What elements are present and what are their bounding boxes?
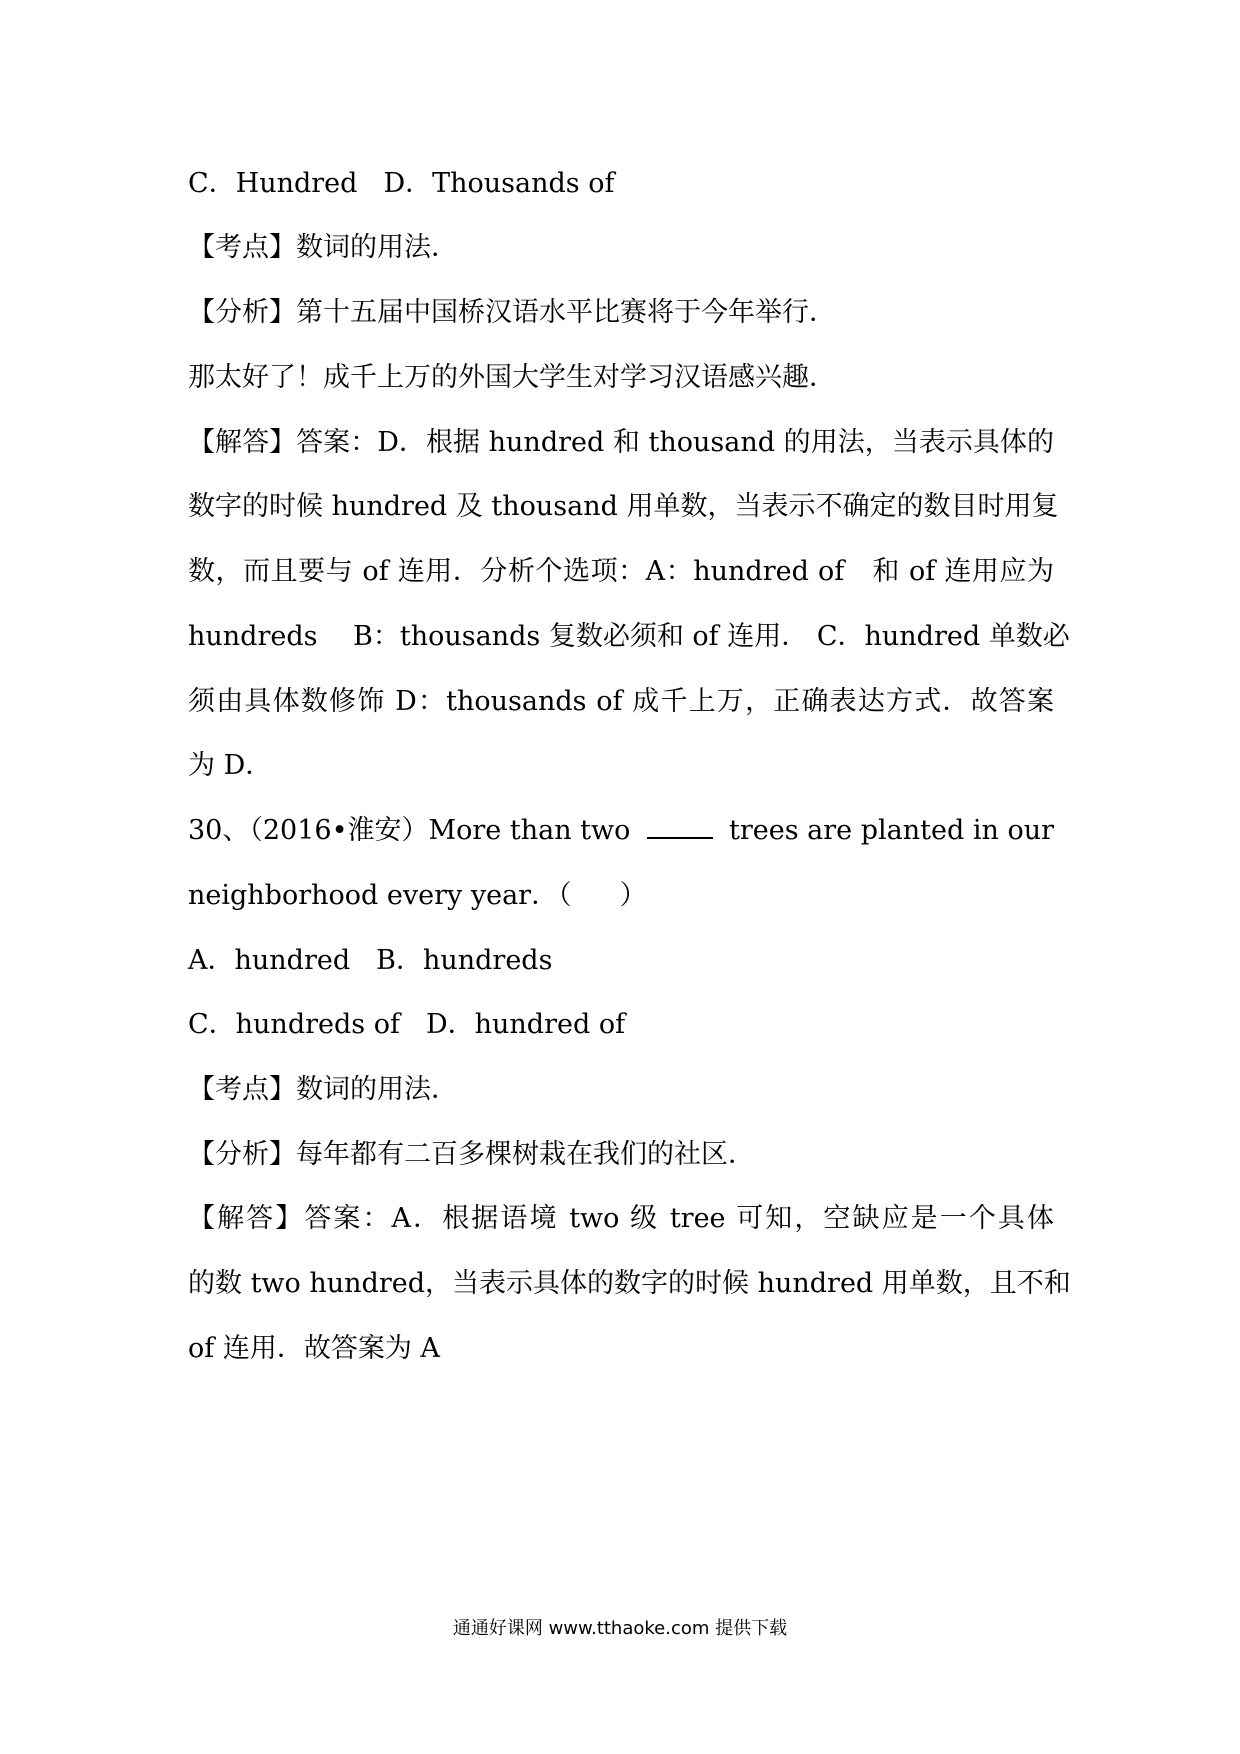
q30-fenxi: 【分析】每年都有二百多棵树栽在我们的社区． (188, 1139, 755, 1170)
q30-jieda-line-3: of 连用．故答案为 A (188, 1333, 440, 1364)
q30-options-ab (188, 941, 1054, 981)
prev-jieda-line-1: 【解答】答案：D．根据 hundred 和 thousand 的用法，当表示具体的 (188, 427, 1054, 458)
prev-jieda-line-5: 须由具体数修饰 D：thousands of 成千上万，正确表达方式．故答案 (188, 686, 1054, 717)
page-footer: 通通好课网 www.tthaoke.com 提供下载 (452, 1618, 788, 1639)
answer-blank (647, 811, 713, 839)
option-d: D．Thousands of (383, 168, 615, 199)
prev-jieda-line-6: 为 D． (188, 750, 273, 781)
prev-jieda-line-4: hundreds B：thousands 复数必须和 of 连用． C．hundred 单数必 (188, 621, 1070, 652)
q30-stem-before: 30、（2016•淮安）More than two (188, 815, 631, 846)
q30-options-cd (188, 1005, 1054, 1045)
q30-stem-after: trees are planted in our (729, 815, 1054, 846)
prev-options-cd (188, 164, 1054, 204)
prev-fenxi-line-2: 那太好了！成千上万的外国大学生对学习汉语感兴趣． (188, 362, 836, 393)
option-c: C．Hundred (188, 168, 358, 199)
q30-stem-line2-text: neighborhood every year．（ (188, 880, 572, 911)
prev-kaodian: 【考点】数词的用法． (188, 232, 458, 263)
q30-stem-close: ） (619, 880, 647, 911)
option-d: D．hundred of (425, 1009, 626, 1040)
prev-jieda-line-3: 数，而且要与 of 连用．分析个选项：A：hundred of 和 of 连用应为 (188, 556, 1054, 587)
q30-stem-line-2 (188, 876, 1054, 916)
q30-jieda-line-1: 【解答】答案：A．根据语境 two 级 tree 可知，空缺应是一个具体 (188, 1203, 1054, 1234)
q30-jieda-line-2: 的数 two hundred，当表示具体的数字的时候 hundred 用单数，且不和 (188, 1268, 1071, 1299)
prev-jieda-line-2: 数字的时候 hundred 及 thousand 用单数，当表示不确定的数目时用复 (188, 491, 1059, 522)
prev-fenxi-line-1: 【分析】第十五届中国桥汉语水平比赛将于今年举行． (188, 297, 836, 328)
option-c: C．hundreds of (188, 1009, 400, 1040)
q30-kaodian: 【考点】数词的用法． (188, 1074, 458, 1105)
q30-stem-line-1 (188, 811, 1054, 851)
option-b: B．hundreds (376, 945, 553, 976)
option-a: A．hundred (188, 945, 351, 976)
